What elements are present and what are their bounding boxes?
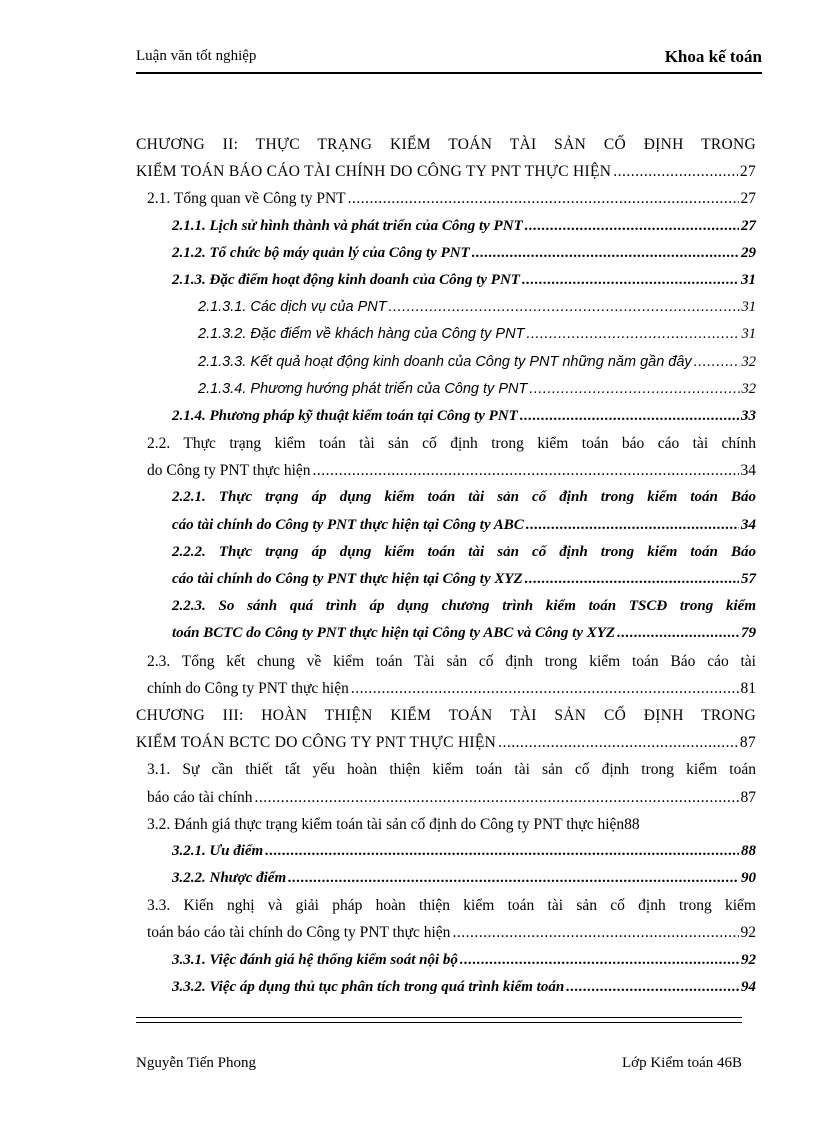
toc-section-2-1-3-3: 2.1.3.3. Kết quả hoạt động kinh doanh của Công ty PNT những năm gần đây ..... 32 [136,349,756,376]
toc-page-number: 33 [741,407,756,424]
toc-page-number: 32 [741,380,756,397]
header-thesis-label: Luận văn tốt nghiệp [136,48,257,64]
toc-section-3-3-1: 3.3.1. Việc đánh giá hệ thống kiểm soát nội bộ ..... 92 [136,947,756,974]
footer-class: Lớp Kiểm toán 46B [622,1055,742,1071]
footer-divider-bottom [136,1022,742,1023]
toc-page-number: 57 [741,571,756,587]
toc-chapter-3: KIỂM TOÁN BCTC DO CÔNG TY PNT THỰC HIỆN ..... 87 [136,729,756,756]
toc-chapter-2-line1: CHƯƠNG II: THỰC TRẠNG KIỂM TOÁN TÀI SẢN CỐ ĐỊNH TRONG [136,136,756,153]
toc-section-3-1: báo cáo tài chính ..... 87 [136,784,756,811]
toc-page-number: 27 [740,190,756,208]
toc-page-number: 29 [741,244,756,261]
page-header [136,48,762,70]
header-divider [136,72,762,74]
toc-page-number: 87 [740,788,756,806]
header-faculty-label: Khoa kế toán [664,47,762,66]
toc-page-number: 27 [741,217,756,234]
toc-section-2-1-3-1: 2.1.3.1. Các dịch vụ của PNT ..... 31 [136,294,756,321]
toc-section-2-2-2-line1: 2.2.2. Thực trạng áp dụng kiểm toán tài sản cố định trong kiểm toán Báo [172,543,756,560]
toc-section-2-1: 2.1. Tổng quan về Công ty PNT ..... 27 [136,185,756,212]
toc-section-2-2-1-line1: 2.2.1. Thực trạng áp dụng kiểm toán tài sản cố định trong kiểm toán Báo [172,489,756,506]
toc-page-number: 32 [741,353,756,370]
toc-page-number: 87 [739,734,756,752]
toc-page-number: 34 [740,462,756,480]
toc-section-3-2-1: 3.2.1. Ưu điểm ..... 88 [136,838,756,865]
toc-section-3-2: 3.2. Đánh giá thực trạng kiểm toán tài sản cố định do Công ty PNT thực hiện 88 [136,811,756,838]
footer-author: Nguyễn Tiến Phong [136,1055,257,1071]
toc-page-number: 27 [739,163,756,181]
toc-page-number: 31 [741,326,756,343]
toc-section-2-2-line1: 2.2. Thực trạng kiểm toán tài sản cố định trong kiểm toán báo cáo tài chính [147,435,756,453]
toc-section-3-2-2: 3.2.2. Nhược điểm ..... 90 [136,865,756,892]
toc-page-number: 92 [741,951,756,968]
toc-section-2-3: chính do Công ty PNT thực hiện ..... 81 [136,675,756,702]
toc-page-number: 81 [740,679,756,697]
toc-section-2-1-3-4: 2.1.3.4. Phương hướng phát triển của Công ty PNT ..... 32 [136,376,756,403]
toc-page-number: 92 [740,924,756,942]
toc-section-2-1-1: 2.1.1. Lịch sử hình thành và phát triển của Công ty PNT ..... 27 [136,213,756,240]
toc-chapter-3-line1: CHƯƠNG III: HOÀN THIỆN KIỂM TOÁN TÀI SẢN CỐ ĐỊNH TRONG [136,706,756,724]
toc-section-2-2-3-line1: 2.2.3. So sánh quá trình áp dụng chương trình kiểm toán TSCĐ trong kiểm [172,598,756,615]
toc-page-number: 88 [624,815,640,833]
toc-section-2-1-2: 2.1.2. Tổ chức bộ máy quản lý của Công ty PNT ..... 29 [136,240,756,267]
toc-section-2-1-3-2: 2.1.3.2. Đặc điểm về khách hàng của Công ty PNT ..... 31 [136,321,756,348]
toc-section-2-2-2: cáo tài chính do Công ty PNT thực hiện tại Công ty XYZ ..... 57 [136,566,756,593]
toc-section-2-1-4: 2.1.4. Phương pháp kỹ thuật kiểm toán tại Công ty PNT ..... 33 [136,403,756,430]
toc-page-number: 34 [741,516,756,533]
toc-section-3-3: toán báo cáo tài chính do Công ty PNT thực hiện ..... 92 [136,919,756,946]
toc-section-2-2-3: toán BCTC do Công ty PNT thực hiện tại Công ty ABC và Công ty XYZ ..... 79 [136,620,756,647]
toc-page-number: 90 [741,870,756,887]
toc-section-3-1-line1: 3.1. Sự cần thiết tất yếu hoàn thiện kiểm toán tài sản cố định trong kiểm toán [147,761,756,779]
toc-page-number: 94 [741,978,756,995]
footer-divider-top [136,1017,742,1018]
toc-page-number: 88 [741,842,756,859]
toc-page-number: 31 [741,299,756,316]
toc-section-3-3-line1: 3.3. Kiến nghị và giải pháp hoàn thiện kiểm toán tài sản cố định trong kiểm [147,897,756,915]
toc-section-2-3-line1: 2.3. Tổng kết chung về kiểm toán Tài sản cố định trong kiểm toán Báo cáo tài [147,652,756,670]
table-of-contents [136,131,756,1001]
toc-section-2-2: do Công ty PNT thực hiện ..... 34 [136,457,756,484]
toc-section-2-1-3: 2.1.3. Đặc điểm hoạt động kinh doanh của Công ty PNT ..... 31 [136,267,756,294]
toc-page-number: 79 [741,625,756,642]
toc-chapter-2: KIỂM TOÁN BÁO CÁO TÀI CHÍNH DO CÔNG TY PNT THỰC HIỆN ..... 27 [136,158,756,185]
toc-section-3-3-2: 3.3.2. Việc áp dụng thủ tục phân tích trong quá trình kiểm toán ..... 94 [136,974,756,1001]
toc-section-2-2-1: cáo tài chính do Công ty PNT thực hiện tại Công ty ABC ..... 34 [136,512,756,539]
toc-page-number: 31 [741,271,756,288]
